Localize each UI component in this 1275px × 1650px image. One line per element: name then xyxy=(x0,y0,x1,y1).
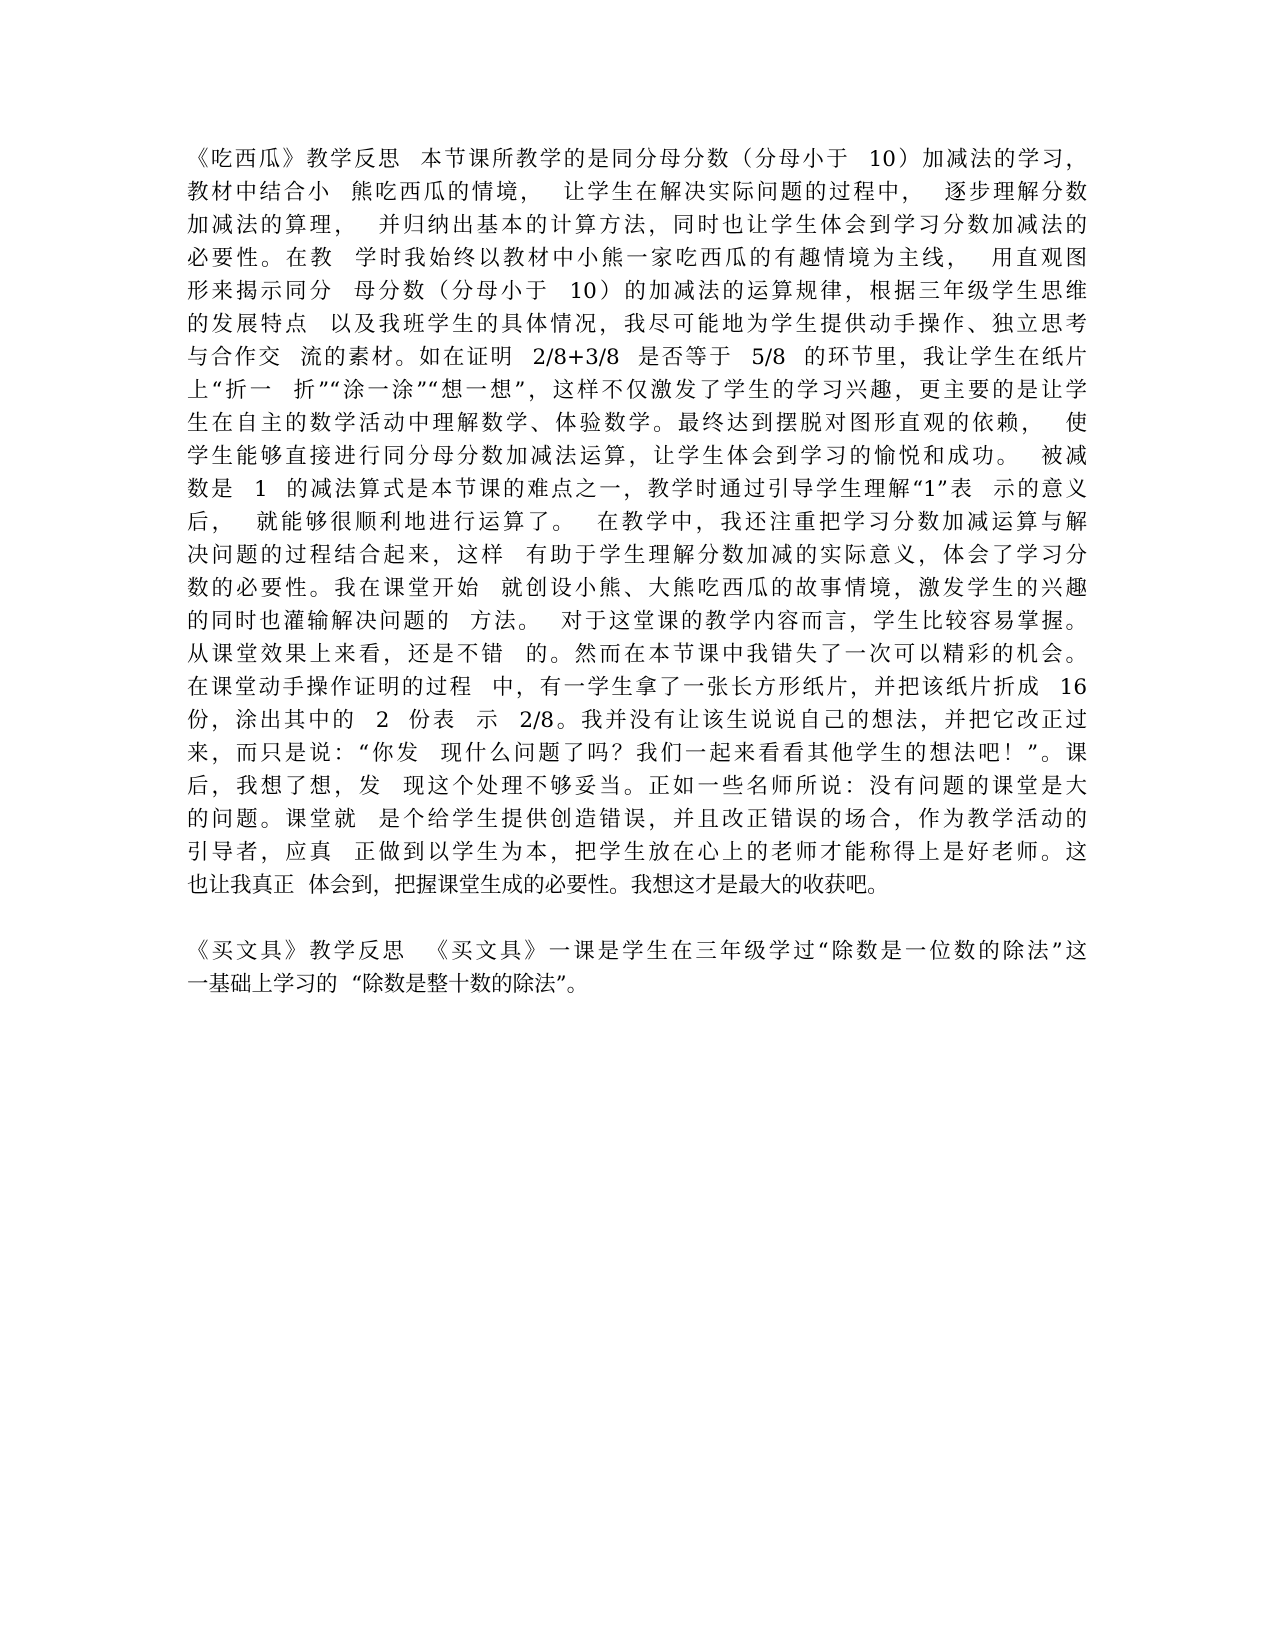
text-line: 的发展特点 以及我班学生的具体情况，我尽可能地为学生提供动手操作、独立思考 xyxy=(187,312,1087,337)
text-line: 必要性。在教 学时我始终以教材中小熊一家吃西瓜的有趣情境为主线， 用直观图 xyxy=(187,246,1087,271)
text-line: 的同时也灌输解决问题的 方法。 对于这堂课的教学内容而言，学生比较容易掌握。 xyxy=(187,609,1087,634)
text-line: 《买文具》教学反思 《买文具》一课是学生在三年级学过“除数是一位数的除法”这 xyxy=(187,939,1087,964)
text-line: 引导者，应真 正做到以学生为本，把学生放在心上的老师才能称得上是好老师。这 xyxy=(187,840,1087,865)
text-line: 也让我真正 体会到，把握课堂生成的必要性。我想这才是最大的收获吧。 xyxy=(187,873,889,898)
text-line: 《吃西瓜》教学反思 本节课所教学的是同分母分数（分母小于 10）加减法的学习， xyxy=(187,147,1087,172)
text-line: 一基础上学习的 “除数是整十数的除法”。 xyxy=(187,972,589,997)
text-line: 上“折一 折”“涂一涂”“想一想”，这样不仅激发了学生的学习兴趣，更主要的是让学 xyxy=(187,378,1087,403)
text-line: 来，而只是说：“你发 现什么问题了吗？我们一起来看看其他学生的想法吧！”。课 xyxy=(187,741,1087,766)
text-line: 后， 就能够很顺利地进行运算了。 在教学中，我还注重把学习分数加减运算与解 xyxy=(187,510,1087,535)
text-line: 教材中结合小 熊吃西瓜的情境， 让学生在解决实际问题的过程中， 逐步理解分数 xyxy=(187,180,1087,205)
text-line: 学生能够直接进行同分母分数加减法运算，让学生体会到学习的愉悦和成功。 被减 xyxy=(187,444,1087,469)
text-line: 加减法的算理， 并归纳出基本的计算方法，同时也让学生体会到学习分数加减法的 xyxy=(187,213,1087,238)
text-line: 决问题的过程结合起来，这样 有助于学生理解分数加减的实际意义，体会了学习分 xyxy=(187,543,1087,568)
text-line: 的问题。课堂就 是个给学生提供创造错误，并且改正错误的场合，作为教学活动的 xyxy=(187,807,1087,832)
text-line: 形来揭示同分 母分数（分母小于 10）的加减法的运算规律，根据三年级学生思维 xyxy=(187,279,1087,304)
text-line: 后，我想了想，发 现这个处理不够妥当。正如一些名师所说：没有问题的课堂是大 xyxy=(187,774,1087,799)
text-line: 从课堂效果上来看，还是不错 的。然而在本节课中我错失了一次可以精彩的机会。 xyxy=(187,642,1087,667)
text-line: 数是 1 的减法算式是本节课的难点之一，教学时通过引导学生理解“1”表 示的意义 xyxy=(187,477,1087,502)
text-line: 数的必要性。我在课堂开始 就创设小熊、大熊吃西瓜的故事情境，激发学生的兴趣 xyxy=(187,576,1087,601)
paragraph-mai-wenju-reflection xyxy=(187,935,1087,1001)
text-line: 生在自主的数学活动中理解数学、体验数学。最终达到摆脱对图形直观的依赖， 使 xyxy=(187,411,1087,436)
paragraph-spacer xyxy=(187,902,1087,935)
text-line: 在课堂动手操作证明的过程 中，有一学生拿了一张长方形纸片，并把该纸片折成 16 xyxy=(187,675,1087,700)
paragraph-chi-xigua-reflection xyxy=(187,143,1087,902)
document-page xyxy=(187,143,1087,1001)
text-line: 份，涂出其中的 2 份表 示 2/8。我并没有让该生说说自己的想法，并把它改正过 xyxy=(187,708,1087,733)
text-line: 与合作交 流的素材。如在证明 2/8+3/8 是否等于 5/8 的环节里，我让学生在纸片 xyxy=(187,345,1087,370)
